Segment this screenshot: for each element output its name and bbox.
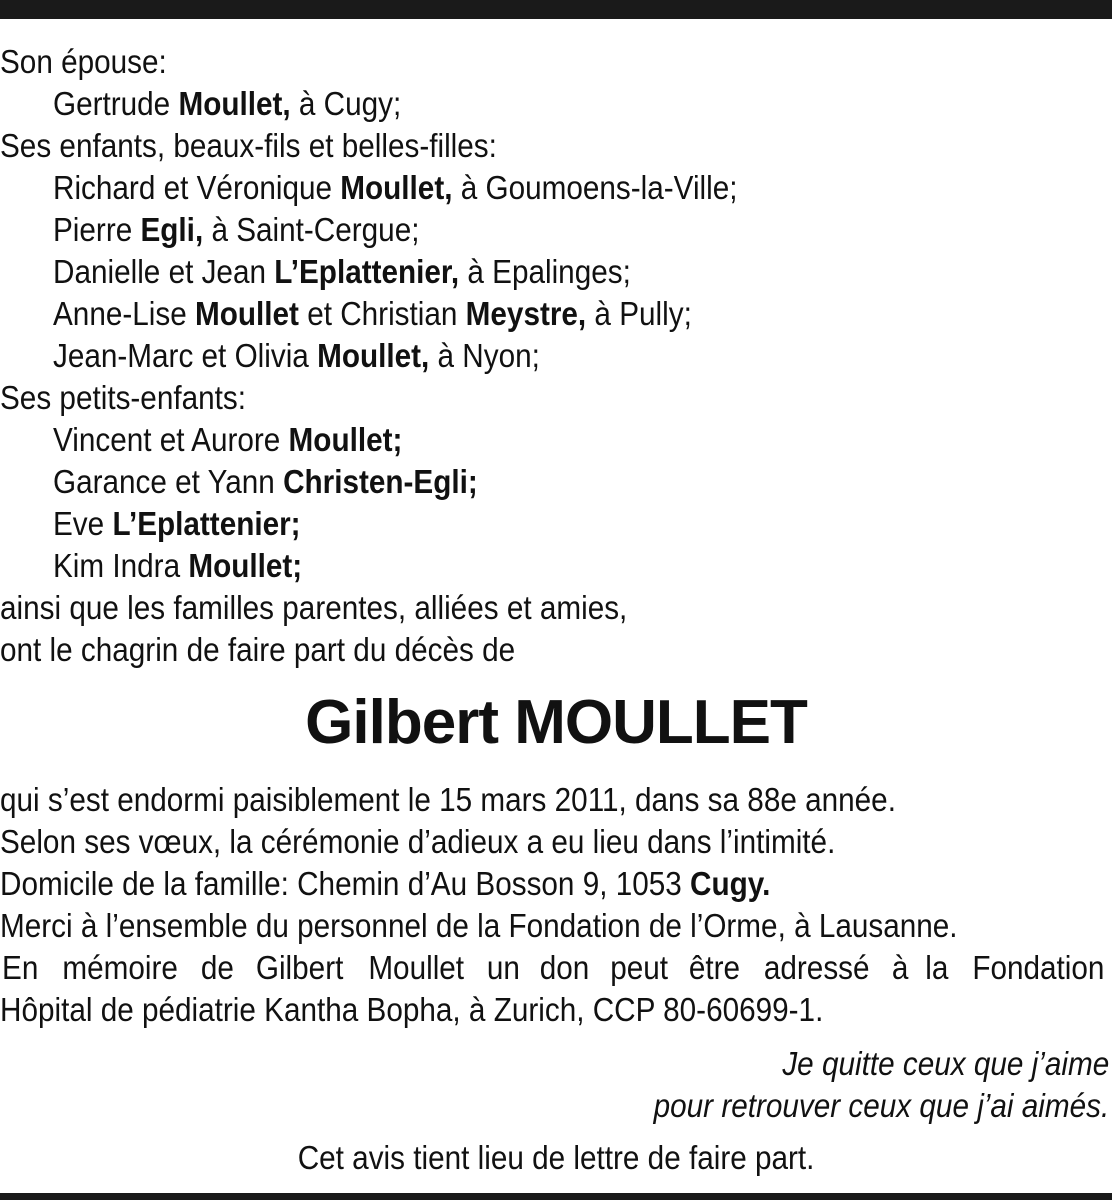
donation-word: de xyxy=(200,949,234,986)
bottom-rule xyxy=(0,1193,1112,1200)
children-heading: Ses enfants, beaux-fils et belles-filles: xyxy=(0,127,497,164)
body-line-donation xyxy=(0,947,1112,989)
donation-word: la xyxy=(925,949,949,986)
body-line-date: qui s’est endormi paisiblement le 15 mars 2011, dans sa 88e année. xyxy=(0,781,896,818)
closing-line: Cet avis tient lieu de lettre de faire part. xyxy=(297,1139,815,1176)
body-line-ccp: Hôpital de pédiatrie Kantha Bopha, à Zurich, CCP 80-60699-1. xyxy=(0,991,824,1028)
donation-word: un xyxy=(486,949,520,986)
spouse-heading: Son épouse: xyxy=(0,43,167,80)
body-line-address: Domicile de la famille: Chemin d’Au Bosson 9, 1053 Cugy. xyxy=(0,865,771,902)
grandchild-line: Kim Indra Moullet; xyxy=(53,547,303,584)
donation-word: En xyxy=(2,949,39,986)
donation-word: Fondation xyxy=(972,949,1105,986)
deceased-name: Gilbert MOULLET xyxy=(305,688,807,757)
donation-word: être xyxy=(689,949,741,986)
donation-word: Gilbert xyxy=(255,949,344,986)
announce-line: ont le chagrin de faire part du décès de xyxy=(0,631,516,668)
donation-word: peut xyxy=(610,949,668,986)
grandchild-line: Eve L’Eplattenier; xyxy=(53,505,301,542)
child-line: Pierre Egli, à Saint-Cergue; xyxy=(53,211,420,248)
donation-word: mémoire xyxy=(61,949,178,986)
child-line: Danielle et Jean L’Eplattenier, à Epalinges; xyxy=(53,253,631,290)
grandchild-line: Garance et Yann Christen-Egli; xyxy=(53,463,478,500)
grandchild-line: Vincent et Aurore Moullet; xyxy=(53,421,403,458)
grandchildren-heading: Ses petits-enfants: xyxy=(0,379,246,416)
donation-word: don xyxy=(539,949,589,986)
quote-line-1: Je quitte ceux que j’aime xyxy=(782,1045,1109,1082)
spouse-line: Gertrude Moullet, à Cugy; xyxy=(53,85,402,122)
body-line-thanks: Merci à l’ensemble du personnel de la Fondation de l’Orme, à Lausanne. xyxy=(0,907,958,944)
families-line: ainsi que les familles parentes, alliées et amies, xyxy=(0,589,628,626)
top-rule xyxy=(0,0,1112,19)
donation-word: Moullet xyxy=(368,949,465,986)
quote-line-2: pour retrouver ceux que j’ai aimés. xyxy=(653,1087,1109,1124)
child-line: Jean-Marc et Olivia Moullet, à Nyon; xyxy=(53,337,540,374)
child-line: Anne-Lise Moullet et Christian Meystre, à Pully; xyxy=(53,295,692,332)
donation-word: à xyxy=(891,949,909,986)
body-line-ceremony: Selon ses vœux, la cérémonie d’adieux a eu lieu dans l’intimité. xyxy=(0,823,836,860)
child-line: Richard et Véronique Moullet, à Goumoens-la-Ville; xyxy=(53,169,738,206)
donation-word: adressé xyxy=(764,949,870,986)
